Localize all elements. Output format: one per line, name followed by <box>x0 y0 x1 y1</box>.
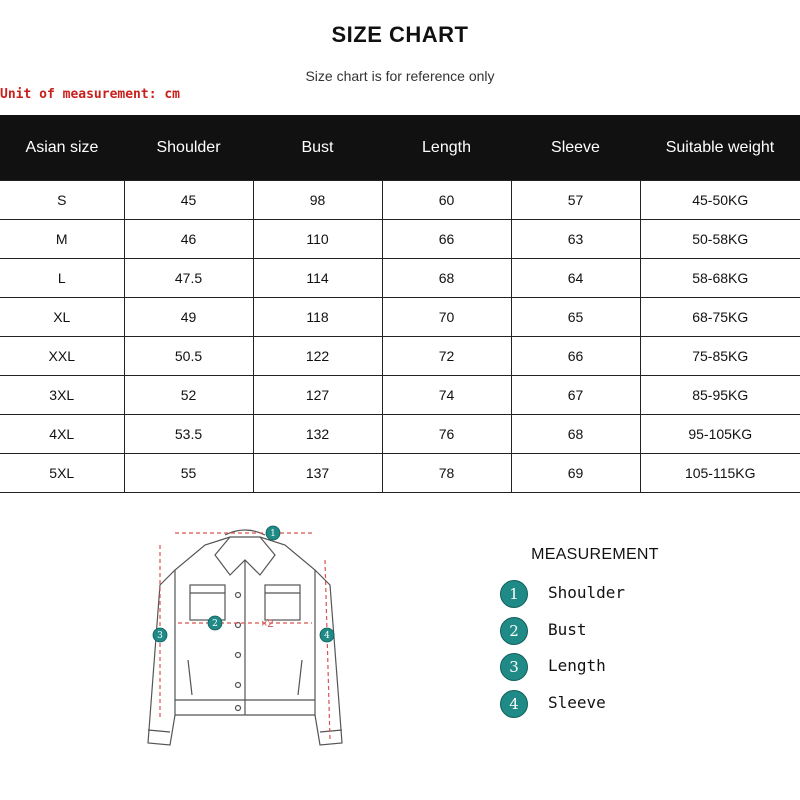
legend-item-length <box>500 653 700 683</box>
table-cell: 64 <box>511 259 640 298</box>
page-title: SIZE CHART <box>331 22 469 47</box>
table-cell: 49 <box>124 298 253 337</box>
legend-label: Shoulder <box>548 583 626 602</box>
legend-number-badge: 1 <box>500 580 528 608</box>
table-cell: 46 <box>124 220 253 259</box>
diagram-marker: 3 <box>157 631 163 641</box>
legend-label: Bust <box>548 620 587 639</box>
table-cell: 118 <box>253 298 382 337</box>
table-cell: 98 <box>253 181 382 220</box>
table-cell: 55 <box>124 454 253 493</box>
table-cell: 53.5 <box>124 415 253 454</box>
table-cell: XL <box>0 298 124 337</box>
table-cell: 76 <box>382 415 511 454</box>
table-cell: 66 <box>382 220 511 259</box>
table-cell: 68 <box>511 415 640 454</box>
table-cell: 74 <box>382 376 511 415</box>
legend-label: Sleeve <box>548 693 606 712</box>
table-row <box>0 376 800 415</box>
legend-label: Length <box>548 656 606 675</box>
table-cell: 122 <box>253 337 382 376</box>
legend-number-badge: 2 <box>500 617 528 645</box>
column-header: Asian size <box>0 115 124 181</box>
table-cell: 137 <box>253 454 382 493</box>
table-row <box>0 415 800 454</box>
table-cell: 75-85KG <box>640 337 800 376</box>
column-header: Sleeve <box>511 115 640 181</box>
table-row <box>0 259 800 298</box>
table-cell: 85-95KG <box>640 376 800 415</box>
table-cell: 68-75KG <box>640 298 800 337</box>
table-cell: 5XL <box>0 454 124 493</box>
legend-number-badge: 3 <box>500 653 528 681</box>
table-cell: 50.5 <box>124 337 253 376</box>
table-cell: 58-68KG <box>640 259 800 298</box>
legend-number-badge: 4 <box>500 690 528 718</box>
legend-item-bust <box>500 617 700 647</box>
table-cell: M <box>0 220 124 259</box>
bust-multiplier: ×2 <box>261 618 274 630</box>
table-cell: 70 <box>382 298 511 337</box>
table-cell: 52 <box>124 376 253 415</box>
table-cell: 69 <box>511 454 640 493</box>
legend-item-sleeve <box>500 690 700 720</box>
table-cell: 66 <box>511 337 640 376</box>
table-cell: 45 <box>124 181 253 220</box>
column-header: Suitable weight <box>640 115 800 181</box>
table-cell: 63 <box>511 220 640 259</box>
table-cell: 132 <box>253 415 382 454</box>
table-cell: 4XL <box>0 415 124 454</box>
table-header-row <box>0 115 800 181</box>
table-cell: 50-58KG <box>640 220 800 259</box>
table-row <box>0 337 800 376</box>
size-table <box>0 115 800 493</box>
table-cell: 114 <box>253 259 382 298</box>
table-row <box>0 454 800 493</box>
table-cell: 60 <box>382 181 511 220</box>
diagram-marker: 4 <box>324 631 330 641</box>
diagram-marker: 2 <box>212 619 218 629</box>
diagram-marker: 1 <box>270 529 276 539</box>
table-cell: 3XL <box>0 376 124 415</box>
legend-item-shoulder <box>500 580 700 610</box>
table-cell: L <box>0 259 124 298</box>
table-cell: XXL <box>0 337 124 376</box>
column-header: Bust <box>253 115 382 181</box>
table-cell: 95-105KG <box>640 415 800 454</box>
table-cell: 105-115KG <box>640 454 800 493</box>
table-cell: 57 <box>511 181 640 220</box>
table-row <box>0 220 800 259</box>
table-cell: 47.5 <box>124 259 253 298</box>
table-cell: 110 <box>253 220 382 259</box>
table-cell: S <box>0 181 124 220</box>
table-cell: 67 <box>511 376 640 415</box>
table-cell: 78 <box>382 454 511 493</box>
column-header: Length <box>382 115 511 181</box>
table-cell: 45-50KG <box>640 181 800 220</box>
table-cell: 127 <box>253 376 382 415</box>
table-cell: 72 <box>382 337 511 376</box>
measurement-title: MEASUREMENT <box>531 546 659 563</box>
column-header: Shoulder <box>124 115 253 181</box>
table-cell: 65 <box>511 298 640 337</box>
unit-note: Unit of measurement: cm <box>0 87 181 102</box>
table-row <box>0 181 800 220</box>
table-cell: 68 <box>382 259 511 298</box>
jacket-diagram-icon <box>130 515 360 760</box>
reference-note: Size chart is for reference only <box>305 68 495 84</box>
table-row <box>0 298 800 337</box>
